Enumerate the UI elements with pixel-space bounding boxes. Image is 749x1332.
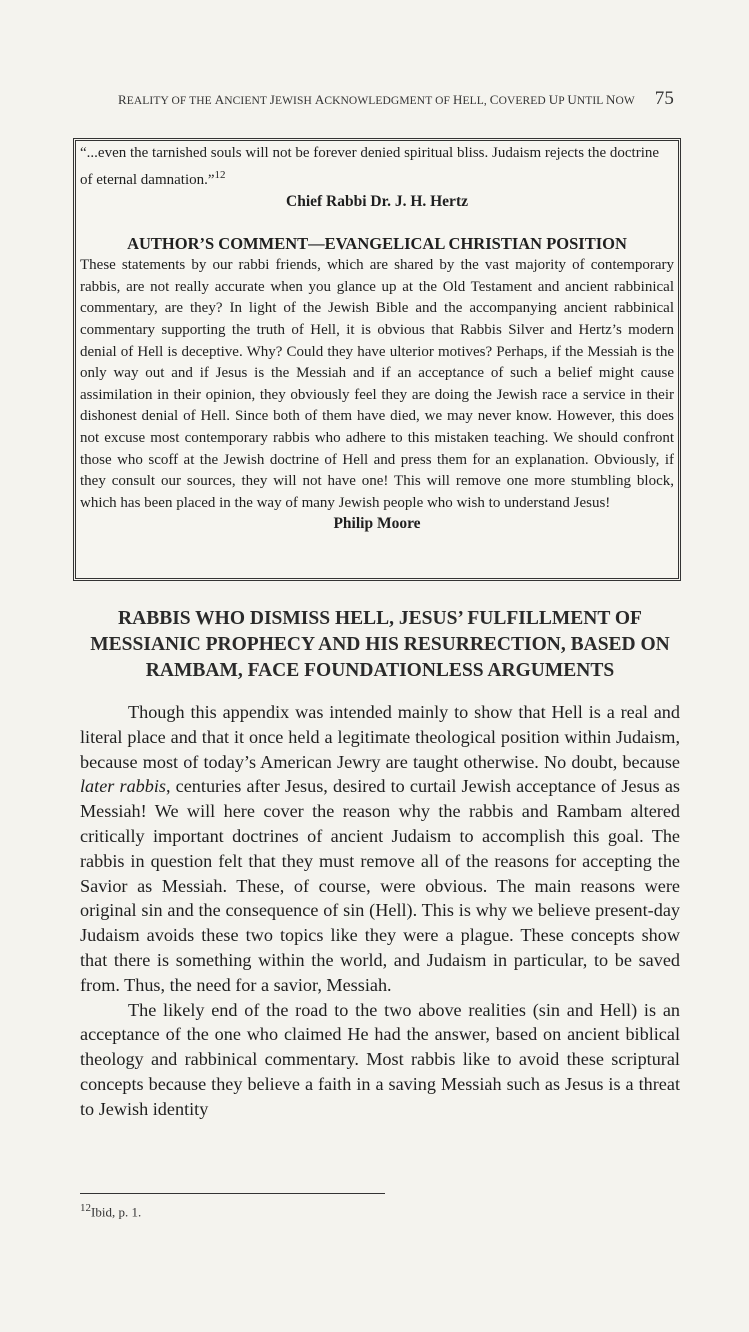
title-smallcaps: ELL, [462, 95, 490, 107]
section-heading: RABBIS WHO DISMISS HELL, JESUS’ FULFILLMENT OF MESSIANIC PROPHECY AND HIS RESURRECTION, BASED ON RAMBAM, FACE FOUNDATIONLESS ARGUMENTS [90, 608, 670, 681]
title-capital: U [567, 92, 577, 107]
comment-signature: Philip Moore [333, 515, 421, 533]
page-number: 75 [654, 88, 674, 109]
footnote-ref: 12 [214, 168, 226, 181]
title-capital: U [548, 92, 559, 107]
footnote [80, 1202, 141, 1220]
body-text [80, 700, 680, 1122]
title-capital: A [214, 92, 225, 107]
title-capital: H [452, 92, 463, 107]
paragraph-2: The likely end of the road to the two above realities (sin and Hell) is an acceptance of the one who claimed He had the answer, based on ancient biblical theology and rabbinical commentary. Most rabbis like to avoid these scriptural concepts because they believe a faith in a saving Messiah such as Jesus is a threat to Jewish identity [80, 999, 680, 1119]
title-smallcaps: CKNOWLEDGMENT OF [324, 95, 453, 107]
title-smallcaps: OW [615, 95, 635, 107]
running-title [118, 92, 635, 108]
hertz-quote: “...even the tarnished souls will not be forever denied spiritual bliss. Judaism rejects the doctrine of eternal damnation.”$^{12}$ [80, 145, 660, 188]
title-capital: A [314, 92, 325, 107]
title-smallcaps: OVERED [498, 95, 549, 107]
footnote-text: Ibid, p. 1. [91, 1204, 142, 1220]
quote-attribution: Chief Rabbi Dr. J. H. Hertz [286, 193, 468, 211]
italic-phrase: later rabbis [80, 776, 166, 797]
title-smallcaps: EALITY OF THE [126, 95, 215, 107]
title-capital: R [118, 92, 127, 107]
running-header [118, 88, 678, 112]
comment-heading: AUTHOR’S COMMENT—EVANGELICAL CHRISTIAN POSITION [127, 234, 627, 254]
title-capital: J [269, 92, 275, 107]
quote-comment-box [73, 138, 681, 581]
title-capital: N [605, 92, 616, 107]
title-smallcaps: NTIL [576, 95, 606, 107]
comment-body: These statements by our rabbi friends, which are shared by the vast majority of contemporary rabbis, are not really accurate when you glance up at the Old Testament and ancient rabbinical commentary, are they? In light of the Jewish Bible and the accompanying ancient rabbinical commentary supporting the truth of Hell, it is obvious that Rabbis Silver and Hertz’s modern denial of Hell is deceptive. Why? Could they have ulterior motives? Perhaps, if the Messiah is the only way out and if Jesus is the Messiah and if an acceptance of such a belief might cause assimilation in their opinion, they obviously feel they are doing the Jewish race a service in their dishonest denial of Hell. Since both of them have died, we may never know. However, this does not excuse most contemporary rabbis who adhere to this mistaken teaching. We should confront those who scoff at the Jewish doctrine of Hell and press them for an explanation. Obviously, if they consult our sources, they will not have one! This will remove one more stumbling block, which has been placed in the way of many Jewish people who wish to understand Jesus! [80, 257, 674, 511]
title-smallcaps: P [558, 95, 568, 107]
footnote-rule [80, 1193, 385, 1194]
title-smallcaps: EWISH [274, 95, 315, 107]
footnote-number: 12 [80, 1202, 91, 1214]
title-capital: C [489, 92, 499, 107]
title-smallcaps: NCIENT [224, 95, 270, 107]
paragraph-1: Though this appendix was intended mainly to show that Hell is a real and literal place and that it once held a legitimate theological position within Judaism, because most of today’s American Jewry are taught otherwise. No doubt, because later rabbis, centuries after Jesus, desired to curtail Jewish acceptance of Jesus as Messiah! We will here cover the reason why the rabbis and Rambam altered critically important doctrines of ancient Judaism to accomplish this goal. The rabbis in question felt that they must remove all of the reasons for accepting the Savior as Messiah. These, of course, were obvious. The main reasons were original sin and the consequence of sin (Hell). This is why we believe present-day Judaism avoids these two topics like they were a plague. These concepts show that there is something within the world, and Judaism in particular, to be saved from. Thus, the need for a savior, Messiah. [80, 702, 681, 995]
